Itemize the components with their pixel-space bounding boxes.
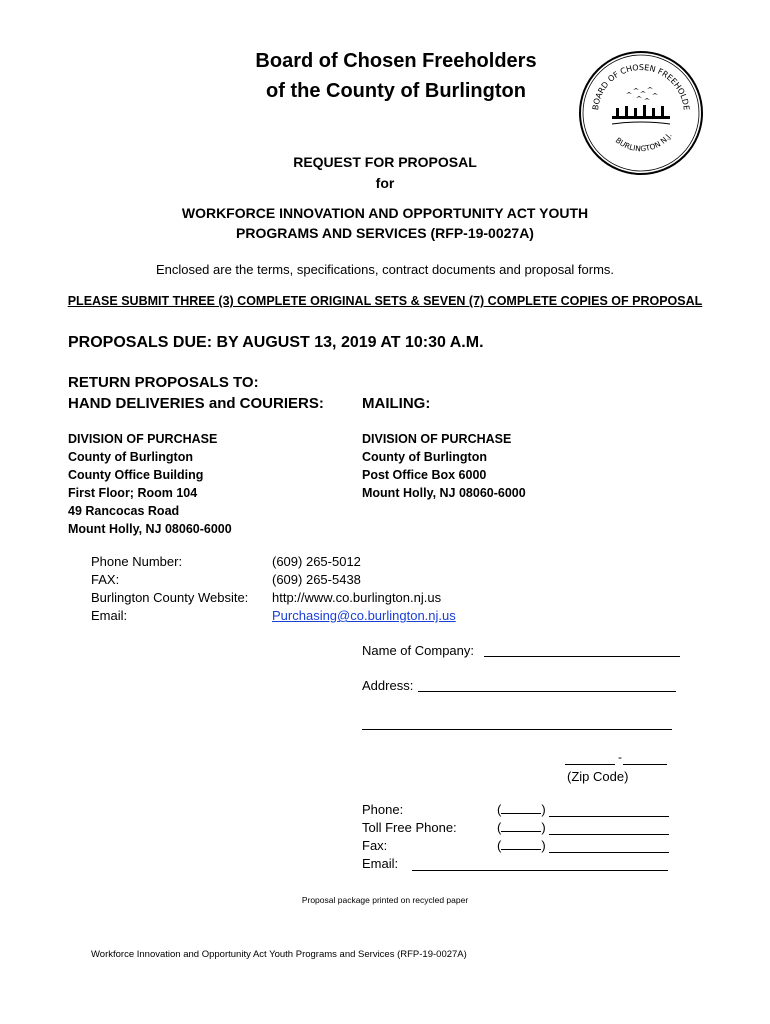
submit-notice: PLEASE SUBMIT THREE (3) COMPLETE ORIGINAL SETS & SEVEN (7) COMPLETE COPIES OF PROPOSAL [67,294,703,308]
address-line: DIVISION OF PURCHASE [362,432,512,446]
form-tollfree-label: Toll Free Phone: [362,820,457,835]
website-label: Burlington County Website: [91,590,249,605]
fax-label: FAX: [91,572,120,587]
email-link[interactable]: Purchasing@co.burlington.nj.us [272,608,456,623]
zip-field-main[interactable] [565,764,615,765]
address-line: DIVISION OF PURCHASE [68,432,218,446]
title-line-2: of the County of Burlington [266,80,526,102]
address-line: County of Burlington [362,450,487,464]
return-heading: RETURN PROPOSALS TO: [68,374,259,391]
address-line: First Floor; Room 104 [68,486,198,500]
address-label: Address: [362,678,414,693]
form-tollfree-field[interactable] [549,834,669,835]
svg-text:BOARD OF CHOSEN FREEHOLDERS OF: BOARD OF CHOSEN FREEHOLDE [591,62,691,111]
page-title [196,46,596,106]
address-field-line-2[interactable] [362,729,672,730]
phone-label: Phone Number: [91,554,183,569]
rfp-heading: REQUEST FOR PROPOSAL [293,154,477,170]
rfp-for: for [375,175,395,191]
page-footer: Workforce Innovation and Opportunity Act Youth Programs and Services (RFP-19-0027A) [91,949,467,960]
proposals-due: PROPOSALS DUE: BY AUGUST 13, 2019 AT 10:30 A.M. [68,334,484,351]
phone-value: (609) 265-5012 [272,554,361,569]
zip-dash: - [618,750,622,764]
fax-value: (609) 265-5438 [272,572,361,587]
mailing-heading: MAILING: [362,395,431,412]
email-label: Email: [91,608,128,623]
address-line: County Office Building [68,468,204,482]
address-line: Post Office Box 6000 [362,468,487,482]
contact-labels [91,553,248,625]
svg-text:BURLINGTON N.J.: BURLINGTON N.J. [613,130,674,154]
form-phone-field[interactable] [549,816,669,817]
contact-values [272,553,456,625]
address-line: Mount Holly, NJ 08060-6000 [68,522,232,536]
address-line: County of Burlington [68,450,193,464]
rfp-title-line-1: WORKFORCE INNOVATION AND OPPORTUNITY ACT YOUTH [181,205,589,221]
zip-label: (Zip Code) [567,769,629,784]
zip-field-ext[interactable] [623,764,667,765]
form-fax-area-code[interactable]: ( ) [497,838,546,853]
hand-deliveries-heading: HAND DELIVERIES and COURIERS: [68,395,324,412]
form-email-label: Email: [362,856,399,871]
website-link[interactable]: http://www.co.burlington.nj.us [272,590,442,605]
company-field[interactable] [484,656,680,657]
mailing-address [362,430,526,502]
form-fax-label: Fax: [362,838,388,853]
form-phone-area-code[interactable]: ( ) [497,802,546,817]
form-email-field[interactable] [412,870,668,871]
form-phone-label: Phone: [362,802,404,817]
form-labels [362,801,457,873]
form-tollfree-area-code[interactable]: ( ) [497,820,546,835]
company-label: Name of Company: [362,643,474,658]
form-fax-field[interactable] [549,852,669,853]
rfp-title-line-2: PROGRAMS AND SERVICES (RFP-19-0027A) [236,225,534,241]
address-field-line-1[interactable] [418,691,676,692]
address-line: 49 Rancocas Road [68,504,180,518]
enclosed-note: Enclosed are the terms, specifications, contract documents and proposal forms. [155,262,615,277]
hand-delivery-address [68,430,232,538]
address-line: Mount Holly, NJ 08060-6000 [362,486,526,500]
recycled-note: Proposal package printed on recycled paper [301,895,469,905]
title-line-1: Board of Chosen Freeholders [255,50,537,72]
